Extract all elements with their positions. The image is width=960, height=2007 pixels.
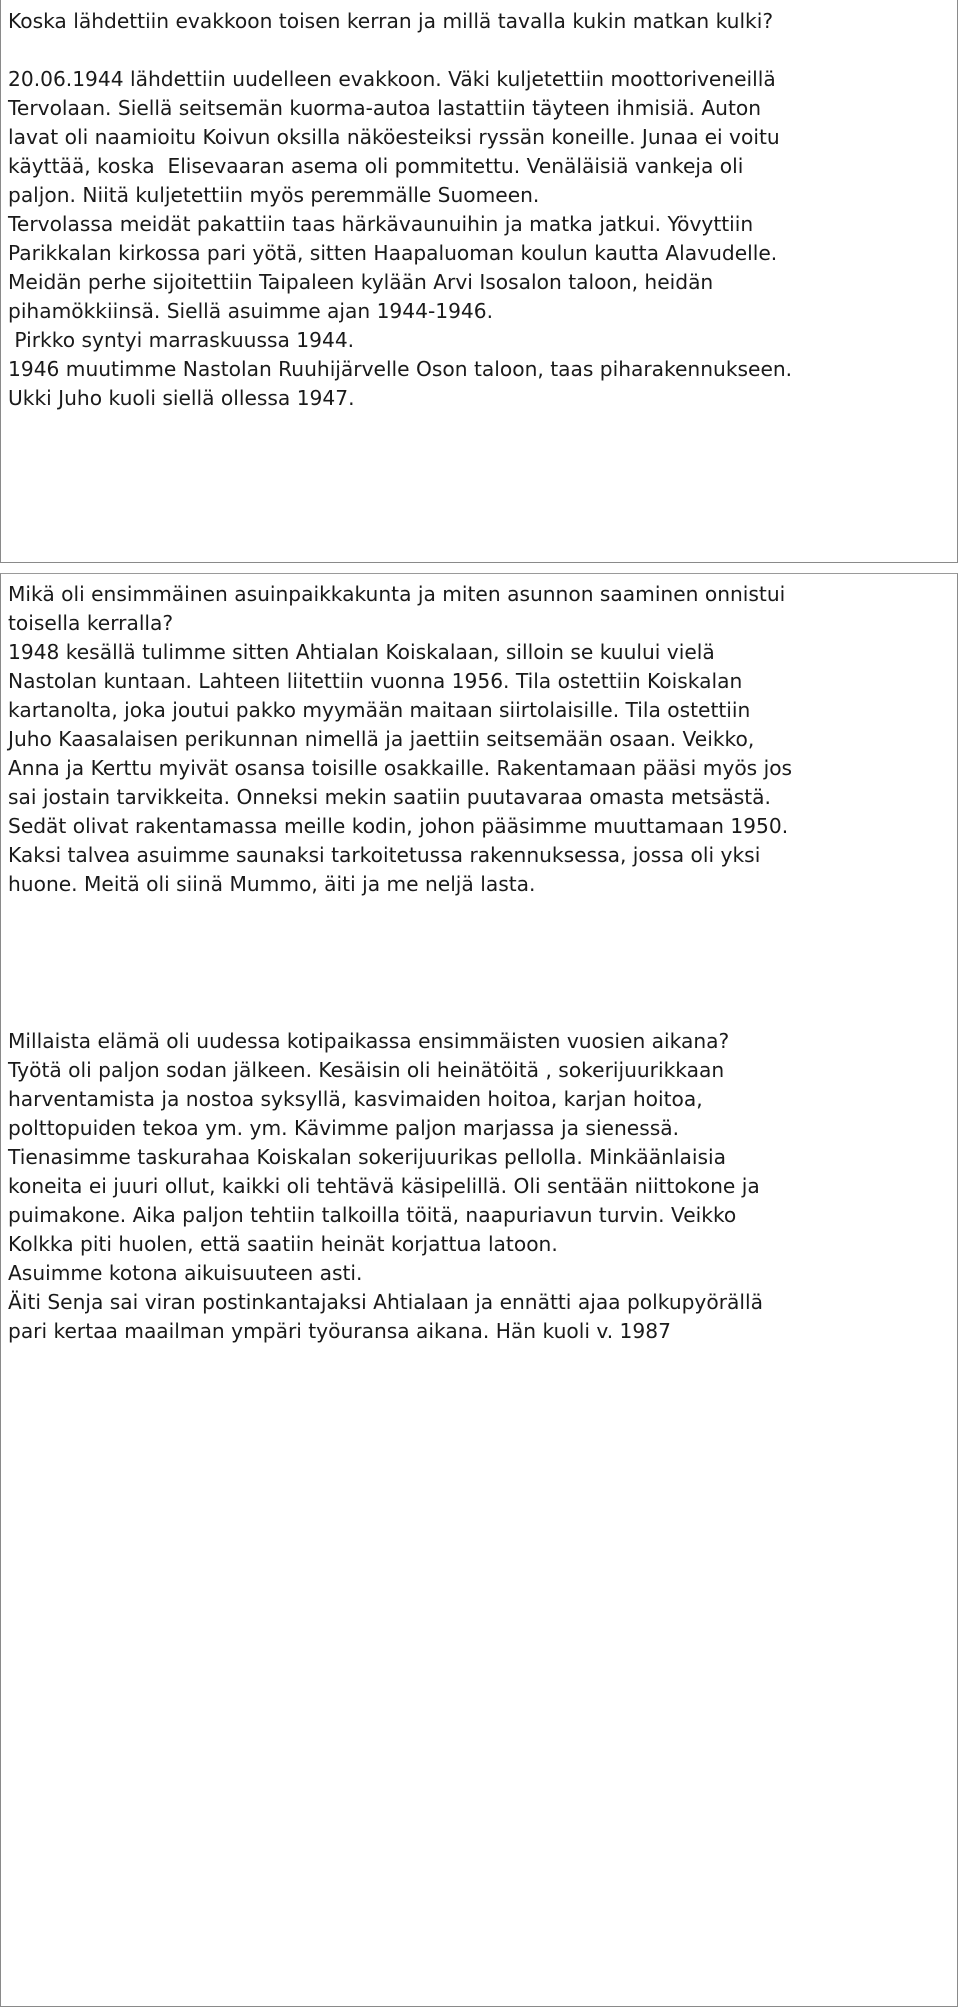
text-line: Pirkko syntyi marraskuussa 1944.	[8, 328, 355, 352]
text-line: 20.06.1944 lähdettiin uudelleen evakkoon. Väki kuljetettiin moottoriveneillä	[8, 67, 776, 91]
text-line: Äiti Senja sai viran postinkantajaksi Ahtialaan ja ennätti ajaa polkupyörällä	[8, 1290, 763, 1314]
text-line: Kolkka piti huolen, että saatiin heinät korjattua latoon.	[8, 1232, 558, 1256]
text-line: Asuimme kotona aikuisuuteen asti.	[8, 1261, 363, 1285]
text-line: 1948 kesällä tulimme sitten Ahtialan Koiskalaan, silloin se kuului vielä	[8, 640, 715, 664]
text-line: sai jostain tarvikkeita. Onneksi mekin saatiin puutavaraa omasta metsästä.	[8, 785, 771, 809]
section-first-residence	[8, 580, 946, 899]
text-line: Tervolassa meidät pakattiin taas härkävaunuihin ja matka jatkui. Yövyttiin	[8, 212, 754, 236]
text-line: Ukki Juho kuoli siellä ollessa 1947.	[8, 386, 355, 410]
text-line: pihamökkiinsä. Siellä asuimme ajan 1944-1946.	[8, 299, 494, 323]
text-line: Anna ja Kerttu myivät osansa toisille osakkaille. Rakentamaan pääsi myös jos	[8, 756, 793, 780]
text-line: Mikä oli ensimmäinen asuinpaikkakunta ja miten asunnon saaminen onnistui	[8, 582, 786, 606]
text-line	[8, 36, 946, 65]
text-line: harventamista ja nostoa syksyllä, kasvimaiden hoitoa, karjan hoitoa,	[8, 1087, 703, 1111]
text-line: Nastolan kuntaan. Lahteen liitettiin vuonna 1956. Tila ostettiin Koiskalan	[8, 669, 743, 693]
text-line: Parikkalan kirkossa pari yötä, sitten Haapaluoman koulun kautta Alavudelle.	[8, 241, 778, 265]
text-line: pari kertaa maailman ympäri työuransa aikana. Hän kuoli v. 1987	[8, 1319, 671, 1343]
text-line: Sedät olivat rakentamassa meille kodin, johon pääsimme muuttamaan 1950.	[8, 814, 789, 838]
text-line: 1946 muutimme Nastolan Ruuhijärvelle Oson taloon, taas piharakennukseen.	[8, 357, 793, 381]
text-line: lavat oli naamioitu Koivun oksilla näköesteiksi ryssän koneille. Junaa ei voitu	[8, 125, 780, 149]
text-line: Meidän perhe sijoitettiin Taipaleen kylään Arvi Isosalon taloon, heidän	[8, 270, 714, 294]
text-line: koneita ei juuri ollut, kaikki oli tehtävä käsipelillä. Oli sentään niittokone ja	[8, 1174, 760, 1198]
text-line: Tienasimme taskurahaa Koiskalan sokerijuurikas pellolla. Minkäänlaisia	[8, 1145, 727, 1169]
text-line: kartanolta, joka joutui pakko myymään maitaan siirtolaisille. Tila ostettiin	[8, 698, 751, 722]
text-line: Tervolaan. Siellä seitsemän kuorma-autoa lastattiin täyteen ihmisiä. Auton	[8, 96, 762, 120]
text-line: Koska lähdettiin evakkoon toisen kerran ja millä tavalla kukin matkan kulki?	[8, 9, 774, 33]
text-line: Juho Kaasalaisen perikunnan nimellä ja jaettiin seitsemään osaan. Veikko,	[8, 727, 755, 751]
text-line: käyttää, koska Elisevaaran asema oli pommitettu. Venäläisiä vankeja oli	[8, 154, 744, 178]
section-life-new-home	[8, 1027, 946, 1346]
text-line: huone. Meitä oli siinä Mummo, äiti ja me neljä lasta.	[8, 872, 536, 896]
text-line: Kaksi talvea asuimme saunaksi tarkoitetussa rakennuksessa, jossa oli yksi	[8, 843, 761, 867]
text-line: paljon. Niitä kuljetettiin myös peremmälle Suomeen.	[8, 183, 540, 207]
text-line: Työtä oli paljon sodan jälkeen. Kesäisin oli heinätöitä , sokerijuurikkaan	[8, 1058, 725, 1082]
text-line: puimakone. Aika paljon tehtiin talkoilla töitä, naapuriavun turvin. Veikko	[8, 1203, 737, 1227]
text-line: polttopuiden tekoa ym. ym. Kävimme paljon marjassa ja sienessä.	[8, 1116, 680, 1140]
text-line: toisella kerralla?	[8, 611, 174, 635]
text-line: Millaista elämä oli uudessa kotipaikassa ensimmäisten vuosien aikana?	[8, 1029, 730, 1053]
section-evacuation	[8, 7, 946, 413]
